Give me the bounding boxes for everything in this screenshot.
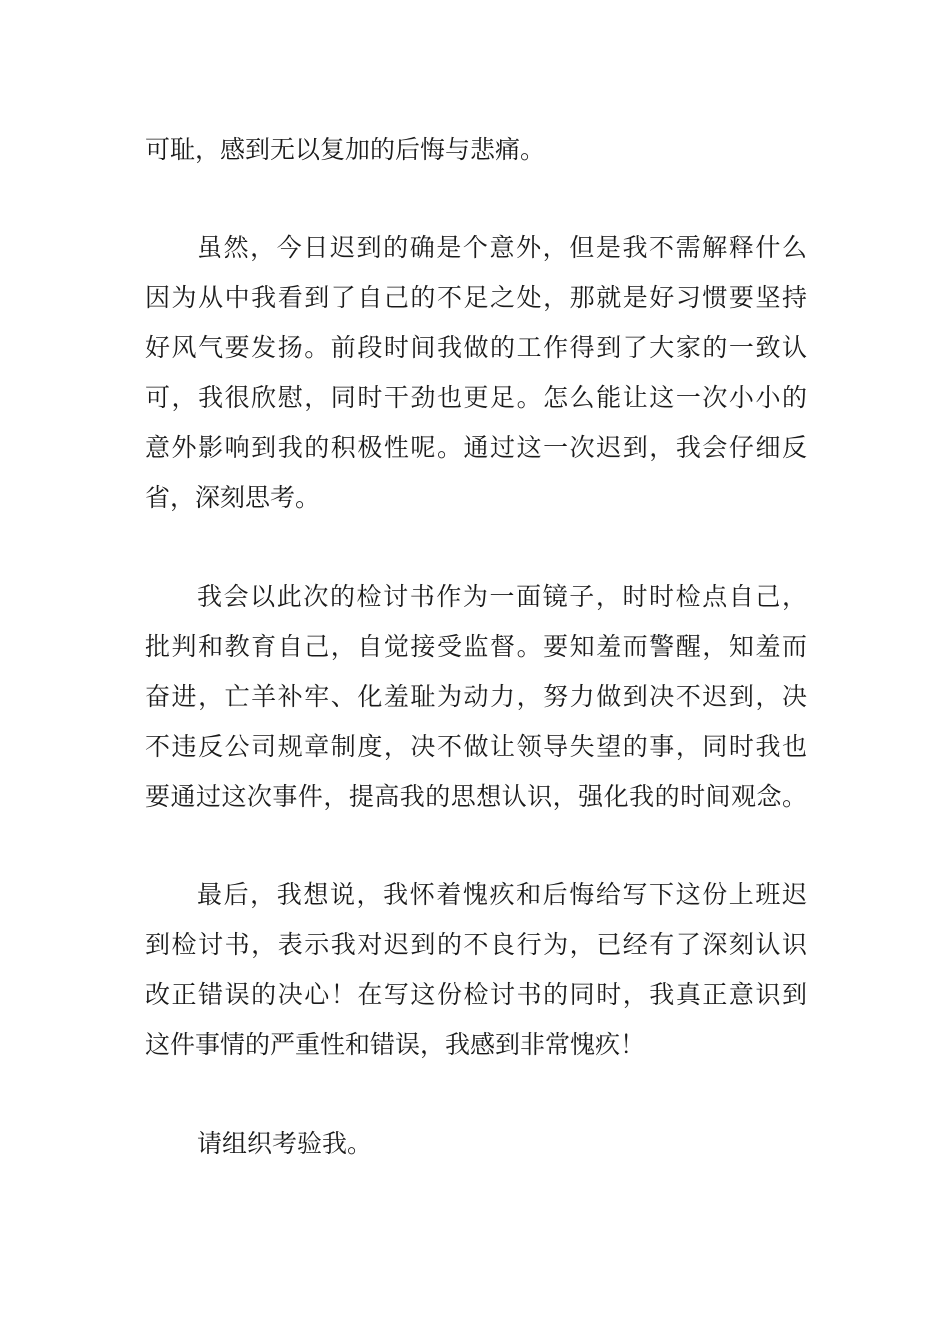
paragraph-line: 虽然，今日迟到的确是个意外，但是我不需解释什么 bbox=[197, 233, 807, 262]
paragraph-line: 可，我很欣慰，同时干劲也更足。怎么能让这一次小小的 bbox=[145, 383, 807, 412]
paragraph-line: 我会以此次的检讨书作为一面镜子，时时检点自己， bbox=[197, 582, 807, 611]
paragraph-line: 改正错误的决心！在写这份检讨书的同时，我真正意识到 bbox=[145, 980, 807, 1009]
paragraph-line: 最后，我想说，我怀着愧疚和后悔给写下这份上班迟 bbox=[197, 880, 807, 909]
paragraph-line: 意外影响到我的积极性呢。通过这一次迟到，我会仔细反 bbox=[145, 433, 807, 462]
paragraph-line: 这件事情的严重性和错误，我感到非常愧疚！ bbox=[145, 1030, 646, 1059]
paragraph-line: 因为从中我看到了自己的不足之处，那就是好习惯要坚持 bbox=[145, 283, 807, 312]
paragraph-line: 不违反公司规章制度，决不做让领导失望的事，同时我也 bbox=[145, 732, 807, 761]
paragraph-line: 批判和教育自己，自觉接受监督。要知羞而警醒，知羞而 bbox=[145, 632, 807, 661]
paragraph-line: 奋进，亡羊补牢、化羞耻为动力，努力做到决不迟到，决 bbox=[145, 682, 807, 711]
paragraph-line: 请组织考验我。 bbox=[197, 1129, 373, 1158]
paragraph-line: 到检讨书，表示我对迟到的不良行为，已经有了深刻认识 bbox=[145, 930, 807, 959]
paragraph-line: 可耻，感到无以复加的后悔与悲痛。 bbox=[145, 135, 546, 164]
paragraph-line: 要通过这次事件，提高我的思想认识，强化我的时间观念。 bbox=[145, 782, 807, 811]
paragraph-line: 省，深刻思考。 bbox=[145, 483, 321, 512]
paragraph-line: 好风气要发扬。前段时间我做的工作得到了大家的一致认 bbox=[145, 333, 807, 362]
